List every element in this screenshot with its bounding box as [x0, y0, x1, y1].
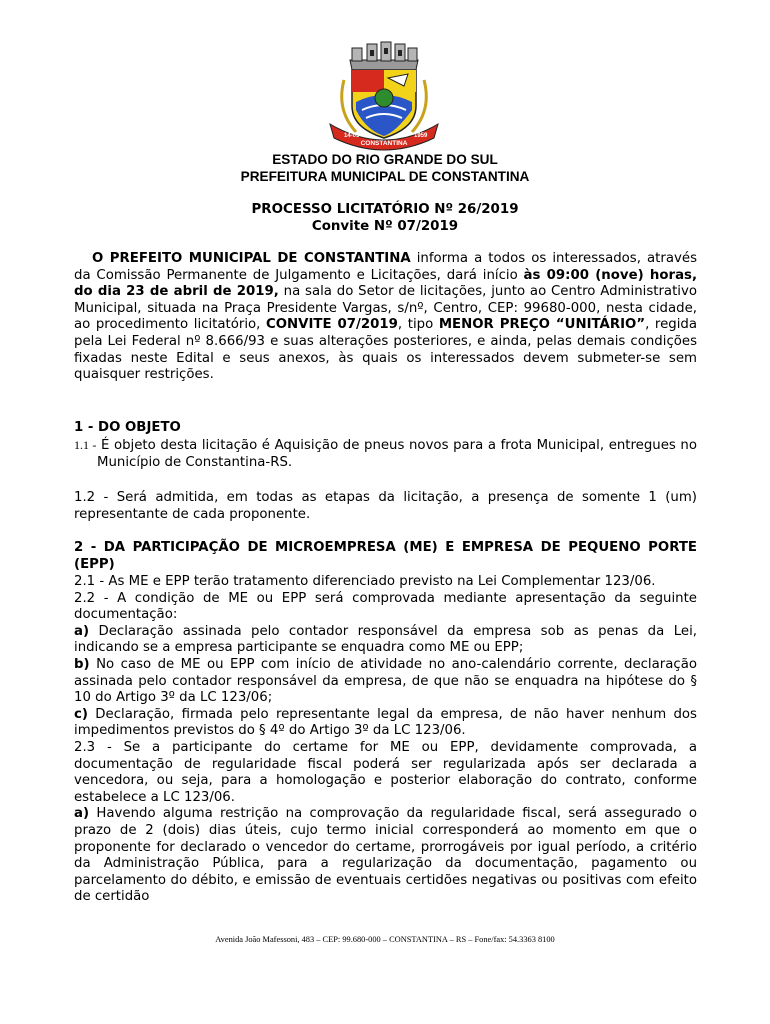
section-1-item-2: 1.2 - Será admitida, em todas as etapas da licitação, a presença de somente 1 (um) representante de cada proponente.: [74, 490, 697, 522]
item-2-2: 2.2 - A condição de ME ou EPP será comprovada mediante apresentação da seguinte documentação:: [74, 590, 697, 623]
section-2-heading: 2 - DA PARTICIPAÇÃO DE MICROEMPRESA (ME) E EMPRESA DE PEQUENO PORTE (EPP): [74, 540, 697, 572]
document-header: [0, 151, 770, 185]
item-1-1-number: 1.1 -: [74, 438, 97, 452]
invite-number: Convite Nº 07/2019: [311, 219, 459, 234]
municipal-coat-of-arms: [326, 40, 442, 152]
item-2-2-b: [74, 657, 697, 707]
page-footer-address: Avenida João Mafessoni, 483 – CEP: 99.680-000 – CONSTANTINA – RS – Fone/fax: 54.3363 8100: [215, 935, 555, 944]
intro-text-1: informa a todos os interessados, através da Comissão Permanente de Julgamento e Licitações, dará início: [74, 251, 697, 283]
intro-text-2: na sala do Setor de licitações, junto ao Centro Administrativo Municipal, situada na Praça Presidente Vargas, s/nº, Centro, CEP: 99680-000, nesta cidade, ao procedimento licitatório,: [74, 284, 697, 333]
item-b-label: b): [74, 656, 90, 672]
item-b-text: No caso de ME ou EPP com início de atividade no ano-calendário corrente, declaração assinada pelo contador responsável da empresa, de que não se enquadra na hipótese do § 10 do Artigo 3º da LC 123/06;: [74, 656, 697, 706]
shield-icon: [352, 70, 416, 138]
item-a-label: a): [74, 623, 90, 639]
item-a-text: Declaração assinada pelo contador responsável da empresa sob as penas da Lei, indicando se a empresa participante se enquadra como ME ou EPP;: [74, 623, 697, 656]
item-2-3-a: [74, 806, 697, 906]
item-a2-text: Havendo alguma restrição na comprovação da regularidade fiscal, será assegurado o prazo de 2 (dois) dias úteis, cujo termo inicial corresponderá ao momento em que o proponente for declarado o vencedor do certame, prorrogáveis por igual período, a critério da Administração Pública, para a regularização da documentação, pagamento ou parcelamento do débito, e emissão de eventuais certidões negativas ou positivas com efeito de certidão: [74, 806, 697, 905]
item-2-2-c: [74, 707, 697, 740]
intro-text-4: , regida pela Lei Federal nº 8.666/93 e suas alterações posteriores, e ainda, pelas demais condições fixadas neste Edital e seus anexos, às quais os interessados devem submeter-se sem quaisquer restrições.: [74, 317, 697, 383]
banner-year-right: 1959: [414, 133, 428, 139]
section-1-heading: 1 - DO OBJETO: [74, 420, 181, 435]
document-title: [0, 201, 770, 235]
municipality-name: PREFEITURA MUNICIPAL DE CONSTANTINA: [240, 169, 530, 184]
mural-crown-icon: [350, 42, 418, 70]
intro-bold-type: MENOR PREÇO “UNITÁRIO”: [438, 317, 646, 333]
intro-bold-mayor: O PREFEITO MUNICIPAL DE CONSTANTINA: [92, 251, 411, 266]
item-a2-label: a): [74, 806, 90, 822]
item-2-2-a: [74, 624, 697, 657]
section-2-content: [74, 574, 697, 906]
item-c-text: Declaração, firmada pelo representante legal da empresa, de não haver nenhum dos impedimentos previstos do § 4º do Artigo 3º da LC 123/06.: [74, 706, 697, 739]
banner-year-left: 14-05: [344, 133, 360, 139]
process-number: PROCESSO LICITATÓRIO Nº 26/2019: [251, 202, 519, 217]
intro-paragraph: [74, 251, 697, 384]
intro-text-3: , tipo: [397, 317, 439, 333]
intro-bold-invite: CONVITE 07/2019: [265, 317, 398, 333]
item-2-1: 2.1 - As ME e EPP terão tratamento diferenciado previsto na Lei Complementar 123/06.: [74, 574, 656, 589]
section-1-item-1: [74, 437, 697, 471]
intro-bold-date: às 09:00 (nove) horas, do dia 23 de abril de 2019,: [74, 267, 698, 300]
state-name: ESTADO DO RIO GRANDE DO SUL: [272, 152, 498, 167]
item-1-1-text: É objeto desta licitação é Aquisição de pneus novos para a frota Municipal, entregues no Município de Constantina-RS.: [96, 438, 697, 470]
banner-city-name: CONSTANTINA: [360, 140, 408, 147]
item-c-label: c): [74, 706, 88, 722]
item-2-3: 2.3 - Se a participante do certame for ME ou EPP, devidamente comprovada, a documentação de regularidade fiscal poderá ser regularizada após ser declarada a vencedora, ou seja, para a homologação e posterior elaboração do contrato, conforme estabelece a LC 123/06.: [74, 739, 697, 805]
